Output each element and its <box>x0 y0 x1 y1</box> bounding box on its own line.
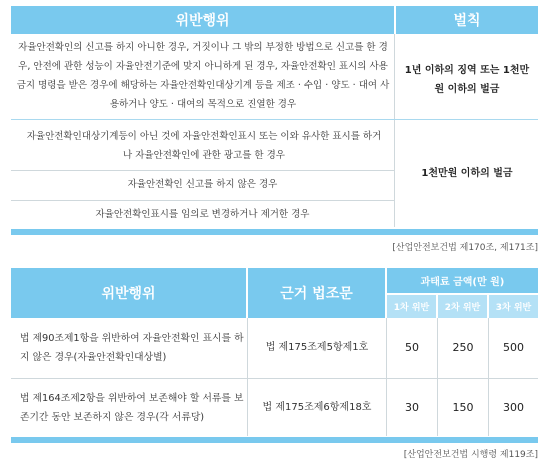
table2-row-2-violation <box>14 380 244 436</box>
table2-row-2-first <box>387 380 437 436</box>
table2-row-2-second <box>438 380 488 436</box>
table2-bottom-bar <box>11 437 538 443</box>
table1-row-1-text: 자율안전확인의 신고를 하지 아니한 경우, 거짓이나 그 밖의 부정한 방법으로 신고를 한 경우, 안전에 관한 성능이 자율안전기준에 맞지 아니하게 된 경우, 자율안전확인 표시의 사용 금지 명령을 받은 경우에 해당하는 자율안전확인대상기계 등을 제조 · 수입 · 양도 · 대여 사용하거나 양도 · 대여의 목적으로 진열한 경우 <box>16 42 390 110</box>
table1-row-1 <box>14 36 392 116</box>
table2-row-2-first-text: 30 <box>405 401 419 414</box>
penalty-1-text: 1년 이하의 징역 또는 1천만원 이하의 벌금 <box>404 65 530 95</box>
table2-source-text: [산업안전보건법 시행령 제119조] <box>403 450 538 460</box>
table1-row-4 <box>11 201 394 228</box>
table2-header-2nd-label: 2차 위반 <box>444 303 481 313</box>
table1-source-text: [산업안전보건법 제170조, 제171조] <box>392 243 538 253</box>
table1-row-3 <box>11 171 394 199</box>
table1-header-violation-label: 위반행위 <box>175 13 230 29</box>
table1-header-penalty-label: 벌칙 <box>453 13 481 29</box>
table2-row-1-violation-text: 법 제90조제1항을 위반하여 자율안전확인 표시를 하지 않은 경우(자율안전확인대상별) <box>20 333 244 363</box>
table1-row-2-text: 자율안전확인대상기계등이 아닌 것에 자율안전확인표시 또는 이와 유사한 표시를 하거나 자율안전확인에 관한 광고를 한 경우 <box>26 131 382 161</box>
table2-header-1st <box>387 295 436 318</box>
table2-row-1-third <box>489 320 538 376</box>
penalty-2-text: 1천만원 이하의 벌금 <box>421 168 513 179</box>
table2-row-2-second-text: 150 <box>452 401 474 414</box>
table2-row-1-second <box>438 320 488 376</box>
table2-row-1-law-text: 법 제175조제5항제1호 <box>265 342 369 353</box>
table2-header-law <box>248 268 385 318</box>
table1-bottom-bar <box>11 229 538 235</box>
table2-row-1-violation <box>14 320 244 376</box>
table2-row-1-third-text: 500 <box>503 341 524 354</box>
table2-row-1-first-text: 50 <box>405 341 419 354</box>
table1-row-3-text: 자율안전확인 신고를 하지 않은 경우 <box>127 179 278 190</box>
penalty-1 <box>402 60 532 100</box>
table2-row-1-law <box>248 320 386 376</box>
table1-header-violation <box>11 6 394 34</box>
table2-header-1st-label: 1차 위반 <box>393 303 430 313</box>
table1-row-4-text: 자율안전확인표시를 임의로 변경하거나 제거한 경우 <box>95 208 310 220</box>
table2-row-2-law-text: 법 제175조제6항제18호 <box>262 402 372 413</box>
table2-row-2-law <box>248 380 386 436</box>
table2-header-violation <box>11 268 246 318</box>
table2-header-fine <box>387 268 538 293</box>
table2-row-2-violation-text: 법 제164조제2항을 위반하여 보존해야 할 서류를 보존기간 동안 보존하지 않은 경우(각 서류당) <box>20 393 244 423</box>
table2-row-2-third <box>489 380 538 436</box>
table1-header-penalty <box>396 6 538 34</box>
table2-header-2nd <box>438 295 487 318</box>
table2-header-3rd-label: 3차 위반 <box>495 303 532 313</box>
table2-row-1-second-text: 250 <box>452 341 474 354</box>
table2-row-1-first <box>387 320 437 376</box>
table2-header-fine-label: 과태료 금액(만 원) <box>420 277 505 288</box>
table2-header-3rd <box>489 295 538 318</box>
table1-source <box>300 240 538 253</box>
table2-header-law-label: 근거 법조문 <box>280 286 353 302</box>
penalty-2 <box>396 120 538 228</box>
table1-row-2 <box>24 124 384 168</box>
table2-source <box>300 447 538 460</box>
table2-row-2-third-text: 300 <box>503 401 524 414</box>
table2-header-violation-label: 위반행위 <box>101 286 156 302</box>
